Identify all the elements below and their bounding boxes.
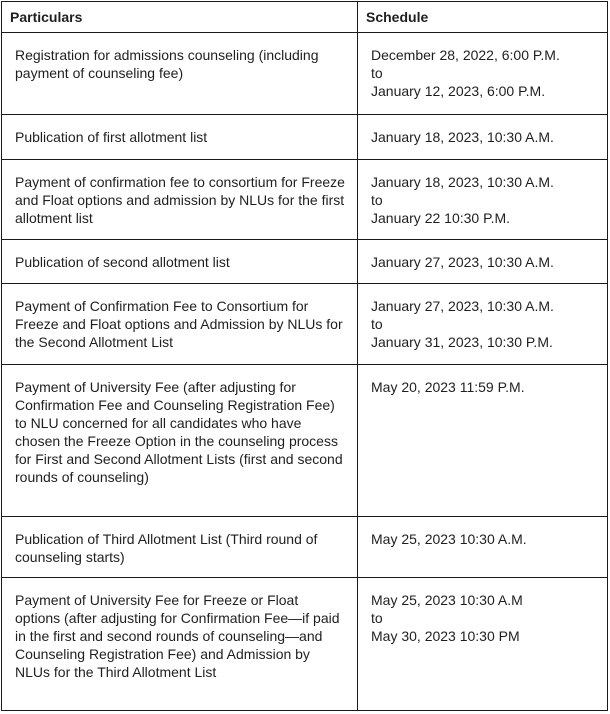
schedule-cell — [358, 365, 608, 517]
schedule-line: January 31, 2023, 10:30 P.M. — [371, 334, 553, 350]
particulars-cell: Publication of second allotment list — [2, 240, 358, 284]
schedule-line: to — [371, 316, 383, 332]
schedule-cell — [358, 240, 608, 284]
table-row — [2, 240, 608, 284]
particulars-cell: Payment of Confirmation Fee to Consortium for Freeze and Float options and Admission by NLUs for the Second Allotment List — [2, 284, 358, 365]
schedule-line: to — [371, 610, 383, 626]
table-row — [2, 160, 608, 240]
particulars-cell: Payment of University Fee for Freeze or Float options (after adjusting for Confirmation Fee—if paid in the first and second rounds of counseling—and Counseling Registration Fee) and Admission by NLUs for the Third Allotment List — [2, 578, 358, 711]
schedule-line: January 22 10:30 P.M. — [371, 210, 511, 226]
schedule-line: May 25, 2023 10:30 A.M — [371, 592, 523, 608]
schedule-line: January 27, 2023, 10:30 A.M. — [371, 254, 554, 270]
particulars-cell: Payment of University Fee (after adjusting for Confirmation Fee and Counseling Registration Fee) to NLU concerned for all candidates who have chosen the Freeze Option in the counseling process for First and Second Allotment Lists (first and second rounds of counseling) — [2, 365, 358, 517]
schedule-cell — [358, 517, 608, 578]
table-header-row — [2, 2, 608, 33]
table-row — [2, 578, 608, 711]
particulars-cell: Registration for admissions counseling (including payment of counseling fee) — [2, 33, 358, 115]
schedule-cell — [358, 160, 608, 240]
schedule-line: January 18, 2023, 10:30 A.M. — [371, 129, 554, 145]
schedule-line: May 25, 2023 10:30 A.M. — [371, 531, 527, 547]
particulars-cell: Publication of first allotment list — [2, 115, 358, 160]
table-row — [2, 33, 608, 115]
particulars-header: Particulars — [2, 2, 358, 33]
table-row — [2, 517, 608, 578]
table-row — [2, 365, 608, 517]
particulars-cell: Publication of Third Allotment List (Third round of counseling starts) — [2, 517, 358, 578]
schedule-line: January 12, 2023, 6:00 P.M. — [371, 83, 546, 99]
schedule-table — [1, 1, 608, 711]
table-row — [2, 115, 608, 160]
table-row — [2, 284, 608, 365]
schedule-line: to — [371, 65, 383, 81]
schedule-line: May 30, 2023 10:30 PM — [371, 628, 520, 644]
schedule-cell — [358, 578, 608, 711]
schedule-cell — [358, 115, 608, 160]
schedule-line: January 27, 2023, 10:30 A.M. — [371, 298, 554, 314]
schedule-line: to — [371, 192, 383, 208]
schedule-header: Schedule — [358, 2, 608, 33]
schedule-cell — [358, 284, 608, 365]
schedule-line: January 18, 2023, 10:30 A.M. — [371, 174, 554, 190]
schedule-line: December 28, 2022, 6:00 P.M. — [371, 47, 560, 63]
schedule-line: May 20, 2023 11:59 P.M. — [371, 379, 525, 395]
particulars-cell: Payment of confirmation fee to consortium for Freeze and Float options and admission by NLUs for the first allotment list — [2, 160, 358, 240]
schedule-cell — [358, 33, 608, 115]
